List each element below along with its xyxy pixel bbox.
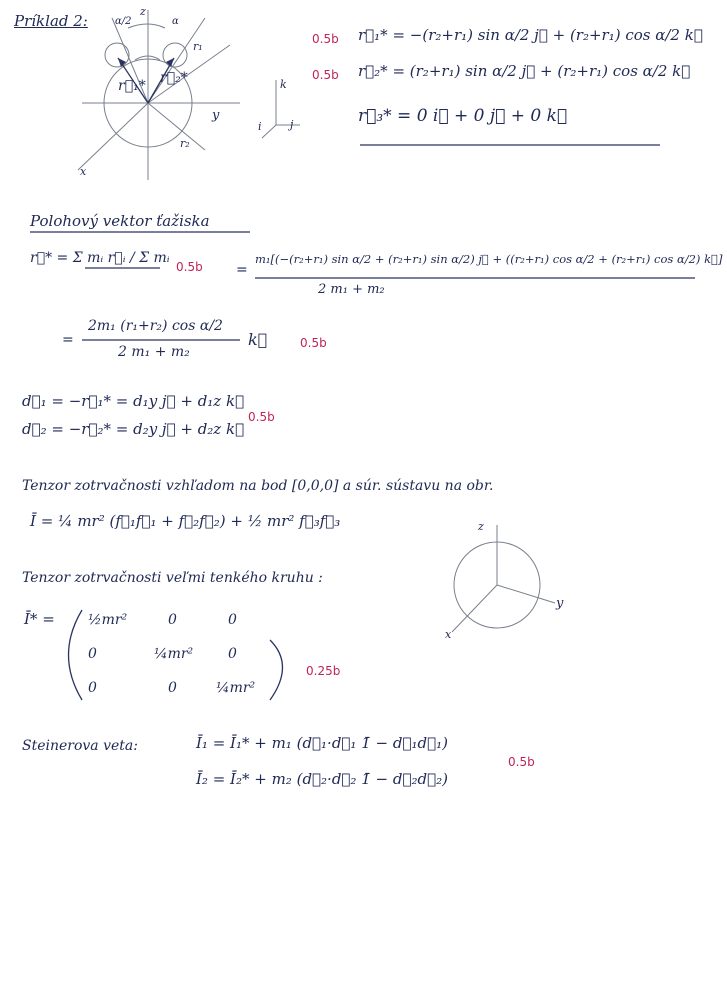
steiner-label: Steinerova veta: [22, 738, 138, 754]
centroid-heading: Polohový vektor ťažiska [30, 212, 210, 230]
matrix-cell: 0 [228, 612, 237, 628]
matrix-cell: 0 [88, 646, 97, 662]
score-r2: 0.5b [312, 68, 339, 82]
matrix-cell: 0 [168, 680, 177, 696]
small-axis-label-k: k [280, 78, 287, 91]
matrix-right-paren [270, 640, 283, 700]
small-circle-1 [105, 43, 129, 67]
diagram-label-r2-small: r₂ [180, 137, 190, 150]
diagram-label-alpha: α [172, 16, 179, 27]
steiner-i1: Ī₁ = Ī₁* + m₁ (d⃗₁·d⃗₁ 1̄ − d⃗₁d⃗₁) [196, 734, 448, 752]
score-centroid-result: 0.5b [300, 336, 327, 350]
diagram-label-z: z [140, 5, 146, 18]
d2-equation: d⃗₂ = −r⃗₂* = d₂y j⃗ + d₂z k⃗ [22, 420, 245, 438]
matrix-cell: ¼mr² [154, 646, 194, 662]
centroid-expanded-numerator: m₁[(−(r₂+r₁) sin α/2 + (r₂+r₁) sin α/2) j⃗ + ((r₂+r₁) cos α/2 + (r₂+r₁) cos α/2) k⃗] [255, 252, 723, 266]
score-centroid: 0.5b [176, 260, 203, 274]
equation-r2: r⃗₂* = (r₂+r₁) sin α/2 j⃗ + (r₂+r₁) cos α/2 k⃗ [358, 62, 691, 80]
x-axis-line [78, 103, 148, 170]
diagram-label-x: x [80, 165, 87, 178]
steiner-i2: Ī₂ = Ī₂* + m₂ (d⃗₂·d⃗₂ 1̄ − d⃗₂d⃗₂) [196, 770, 448, 788]
small-axis-label-i: i [258, 120, 262, 133]
centroid-result-denominator: 2 m₁ + m₂ [118, 344, 190, 360]
ring-label-z: z [478, 520, 484, 533]
diagram-label-r1-small: r₁ [193, 40, 203, 53]
centroid-result-vector: k⃗ [248, 330, 268, 349]
equation-r3: r⃗₃* = 0 i⃗ + 0 j⃗ + 0 k⃗ [358, 106, 568, 126]
diagram-label-r1: r⃗₁* [118, 78, 146, 94]
centroid-expanded-denominator: 2 m₁ + m₂ [318, 282, 385, 297]
matrix-cell: 0 [228, 646, 237, 662]
ring-label-x: x [445, 628, 452, 641]
page-title: Príklad 2: [14, 12, 88, 30]
equation-r1: r⃗₁* = −(r₂+r₁) sin α/2 j⃗ + (r₂+r₁) cos α/2 k⃗ [358, 26, 703, 44]
matrix-left-paren [69, 610, 83, 700]
matrix-cell: 0 [88, 680, 97, 696]
score-r1: 0.5b [312, 32, 339, 46]
small-axis-i [262, 125, 276, 138]
ring-label-y: y [556, 596, 564, 611]
matrix-cell: 0 [168, 612, 177, 628]
tensor-line-1: Tenzor zotrvačnosti vzhľadom na bod [0,0,0] a súr. sústavu na obr. [22, 478, 494, 494]
matrix-cell: ¼mr² [216, 680, 256, 696]
score-d-vectors: 0.5b [248, 410, 275, 424]
tensor-formula: Ī = ¼ mr² (f⃗₁f⃗₁ + f⃗₂f⃗₂) + ½ mr² f⃗₃f⃗₃ [30, 512, 341, 530]
diagram-label-r2: r⃗₂* [160, 70, 188, 86]
ring-y-axis [497, 585, 555, 603]
diagram-label-alpha-half: α/2 [115, 16, 132, 27]
matrix-label: Ī* = [24, 610, 55, 628]
score-steiner: 0.5b [508, 755, 535, 769]
small-axis-label-j: j [290, 118, 294, 131]
ring-x-axis [452, 585, 497, 632]
score-matrix: 0.25b [306, 664, 341, 678]
matrix-cell: ½mr² [88, 612, 128, 628]
tensor-line-2: Tenzor zotrvačnosti veľmi tenkého kruhu : [22, 570, 323, 586]
diagram-label-y: y [212, 108, 220, 123]
centroid-formula: r⃗* = Σ mᵢ r⃗ᵢ / Σ mᵢ [30, 250, 170, 266]
d1-equation: d⃗₁ = −r⃗₁* = d₁y j⃗ + d₁z k⃗ [22, 392, 245, 410]
centroid-result-numerator: 2m₁ (r₁+r₂) cos α/2 [88, 318, 223, 334]
